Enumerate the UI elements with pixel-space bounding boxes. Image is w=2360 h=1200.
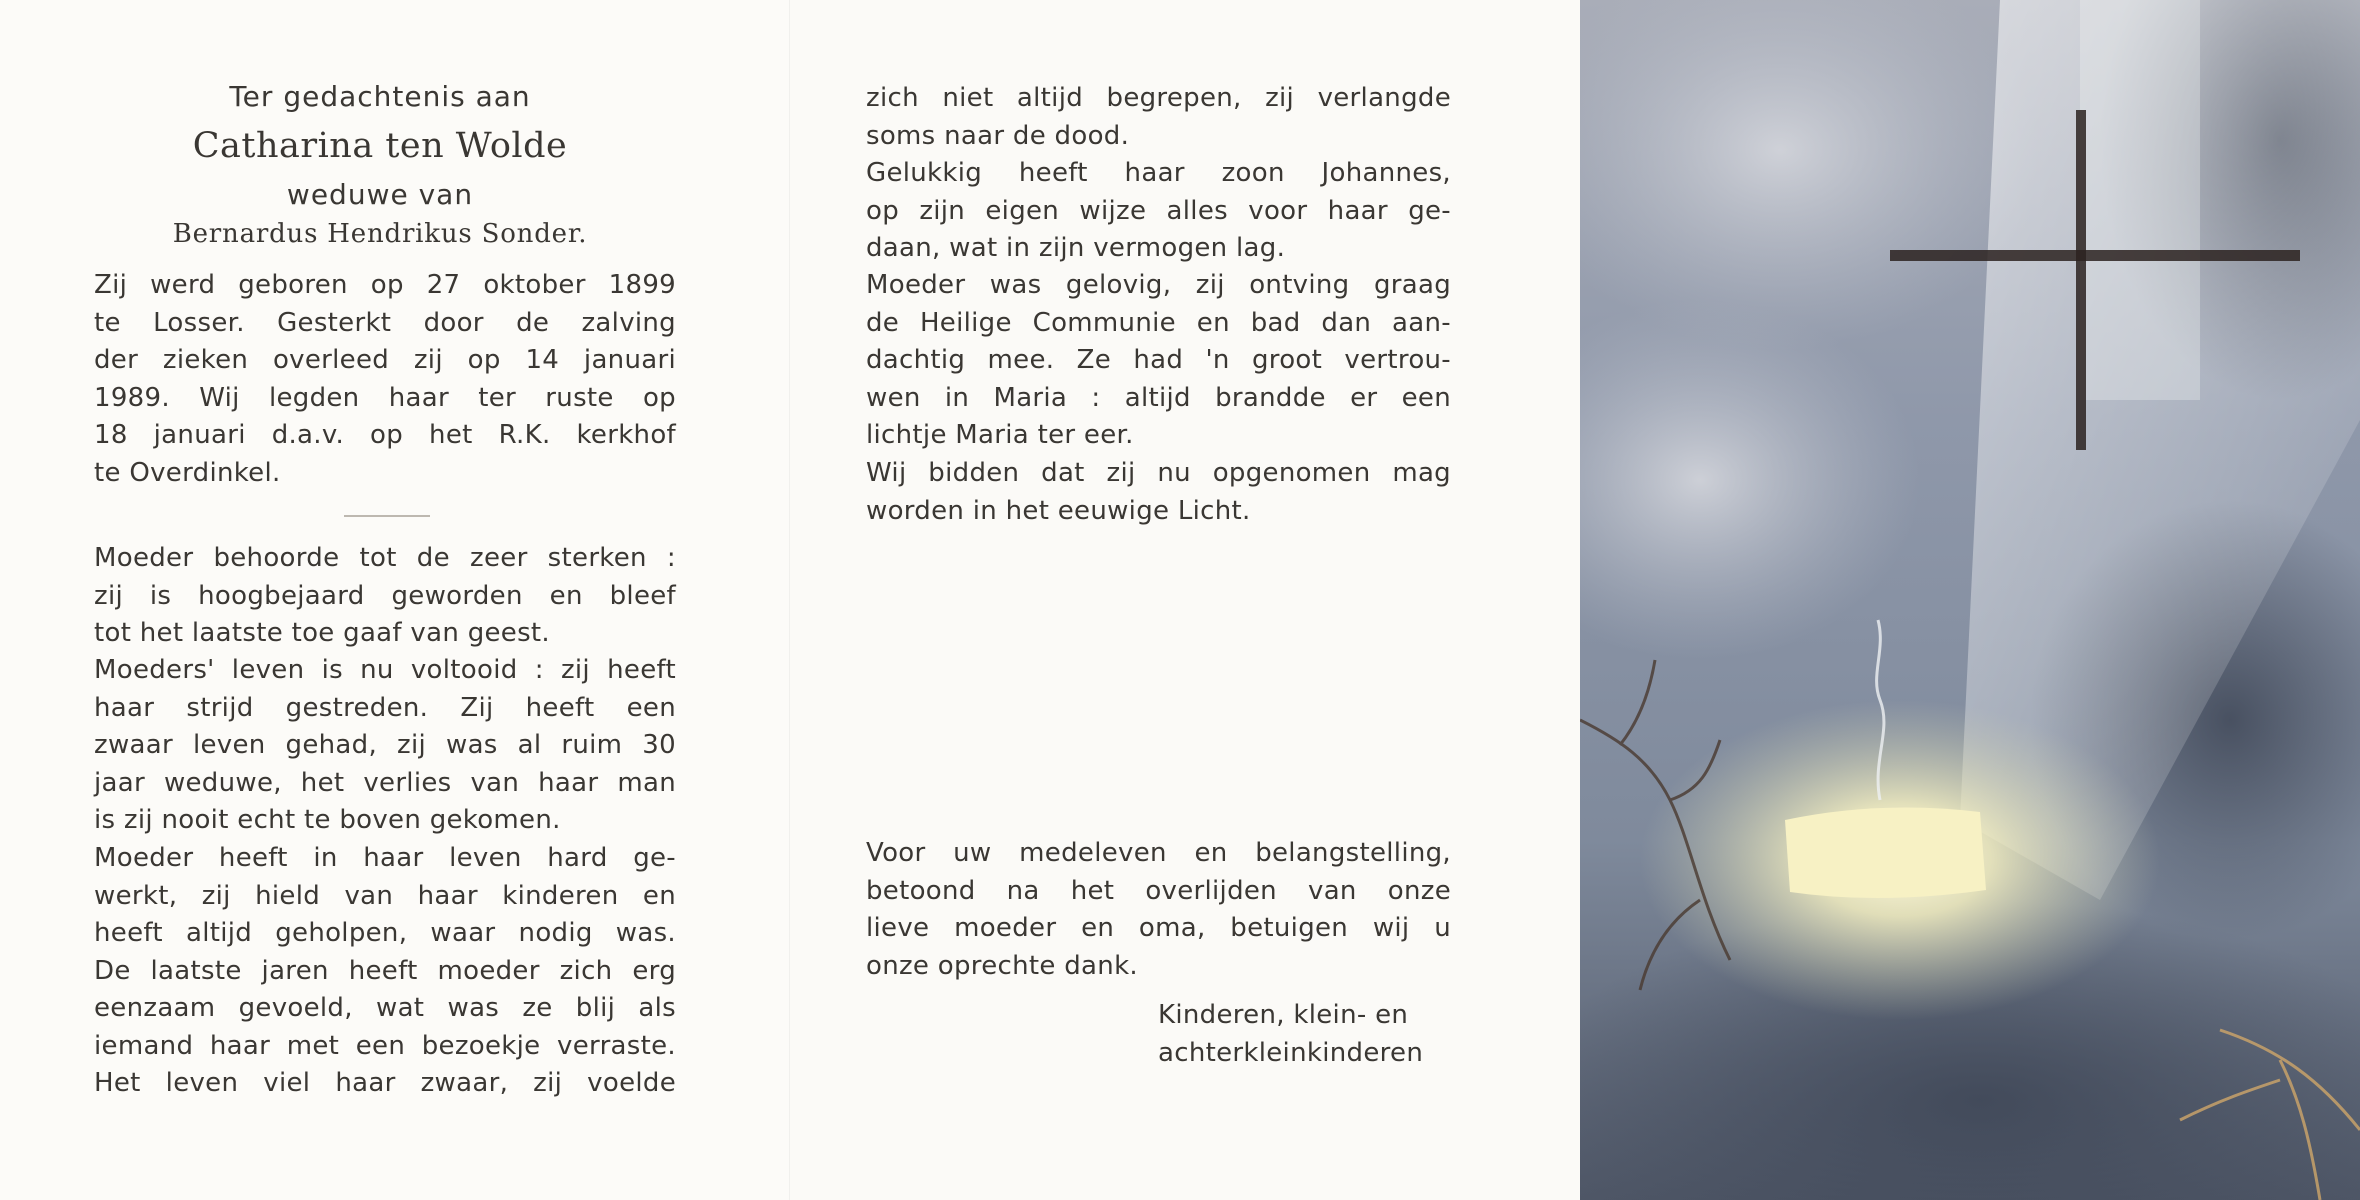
text-line: Moeder behoorde tot de zeer sterken :	[94, 543, 676, 573]
relation-line: weduwe van	[286, 178, 474, 211]
text-line: dachtig mee. Ze had 'n groot vertrou-	[866, 345, 1451, 375]
text-line: zij is hoogbejaard geworden en bleef	[94, 580, 676, 611]
artwork-panel	[1580, 0, 2360, 1200]
candle-body	[1785, 808, 1986, 899]
paragraph-faith	[866, 267, 1451, 455]
text-line: worden in het eeuwige Licht.	[866, 495, 1251, 526]
text-line: zich niet altijd begrepen, zij verlangde	[866, 83, 1451, 113]
paragraph-prayer	[866, 455, 1451, 530]
text-line: soms naar de dood.	[866, 120, 1130, 151]
text-line: Moeder heeft in haar leven hard ge-	[94, 843, 676, 873]
light-ray	[2080, 0, 2200, 400]
paragraph-life	[94, 652, 676, 840]
text-line: zwaar leven gehad, zij was al ruim 30	[94, 730, 676, 760]
text-line: daan, wat in zijn vermogen lag.	[866, 233, 1286, 263]
paragraph-work	[94, 840, 676, 1103]
text-line: Wij bidden dat zij nu opgenomen mag	[866, 458, 1451, 488]
left-panel	[0, 0, 790, 1200]
spouse-name: Bernardus Hendrikus Sonder.	[172, 219, 588, 249]
text-line: betoond na het overlijden van onze	[866, 875, 1451, 906]
text-line: Het leven viel haar zwaar, zij voelde	[94, 1068, 676, 1098]
middle-panel	[790, 0, 1580, 1200]
text-line: onze oprechte dank.	[866, 950, 1138, 981]
biography-paragraph	[94, 267, 676, 492]
text-line: achterkleinkinderen	[1158, 1037, 1424, 1068]
text-line: op zijn eigen wijze alles voor haar ge-	[866, 195, 1451, 226]
text-line: iemand haar met een bezoekje verraste.	[94, 1030, 676, 1061]
candle-cross-painting	[1580, 0, 2360, 1200]
paragraph-strength	[94, 540, 676, 653]
text-line: werkt, zij hield van haar kinderen en	[94, 880, 676, 911]
text-line: de Heilige Communie en bad dan aan-	[866, 307, 1451, 338]
text-line: lieve moeder en oma, betuigen wij u	[866, 913, 1451, 943]
text-line: eenzaam gevoeld, wat was ze blij als	[94, 993, 676, 1023]
text-line: is zij nooit echt te boven gekomen.	[94, 805, 561, 835]
section-divider	[344, 515, 430, 517]
text-line: Moeder was gelovig, zij ontving graag	[866, 270, 1451, 300]
text-line: lichtje Maria ter eer.	[866, 420, 1134, 450]
text-line: 1989. Wij legden haar ter ruste op	[94, 382, 676, 413]
text-line: der zieken overleed zij op 14 januari	[94, 345, 676, 375]
text-line: 18 januari d.a.v. op het R.K. kerkhof	[94, 420, 676, 450]
text-line: Kinderen, klein- en	[1158, 1000, 1409, 1030]
text-line: Zij werd geboren op 27 oktober 1899	[94, 270, 676, 300]
signature-block	[1158, 997, 1458, 1072]
text-line: heeft altijd geholpen, waar nodig was.	[94, 918, 676, 948]
paragraph-son	[866, 155, 1451, 268]
text-line: De laatste jaren heeft moeder zich erg	[94, 955, 676, 986]
thanks-paragraph	[866, 835, 1451, 985]
text-line: tot het laatste toe gaaf van geest.	[94, 618, 550, 648]
intro-line: Ter gedachtenis aan	[229, 80, 531, 113]
text-line: haar strijd gestreden. Zij heeft een	[94, 692, 676, 723]
text-line: te Losser. Gesterkt door de zalving	[94, 307, 676, 338]
text-line: Gelukkig heeft haar zoon Johannes,	[866, 158, 1451, 188]
text-line: Moeders' leven is nu voltooid : zij heeft	[94, 655, 676, 685]
paragraph-longing	[866, 80, 1451, 155]
text-line: wen in Maria : altijd brandde er een	[866, 382, 1451, 413]
text-line: Voor uw medeleven en belangstelling,	[866, 838, 1451, 868]
text-line: jaar weduwe, het verlies van haar man	[94, 767, 676, 798]
deceased-name: Catharina ten Wolde	[192, 126, 568, 166]
text-line: te Overdinkel.	[94, 457, 281, 488]
